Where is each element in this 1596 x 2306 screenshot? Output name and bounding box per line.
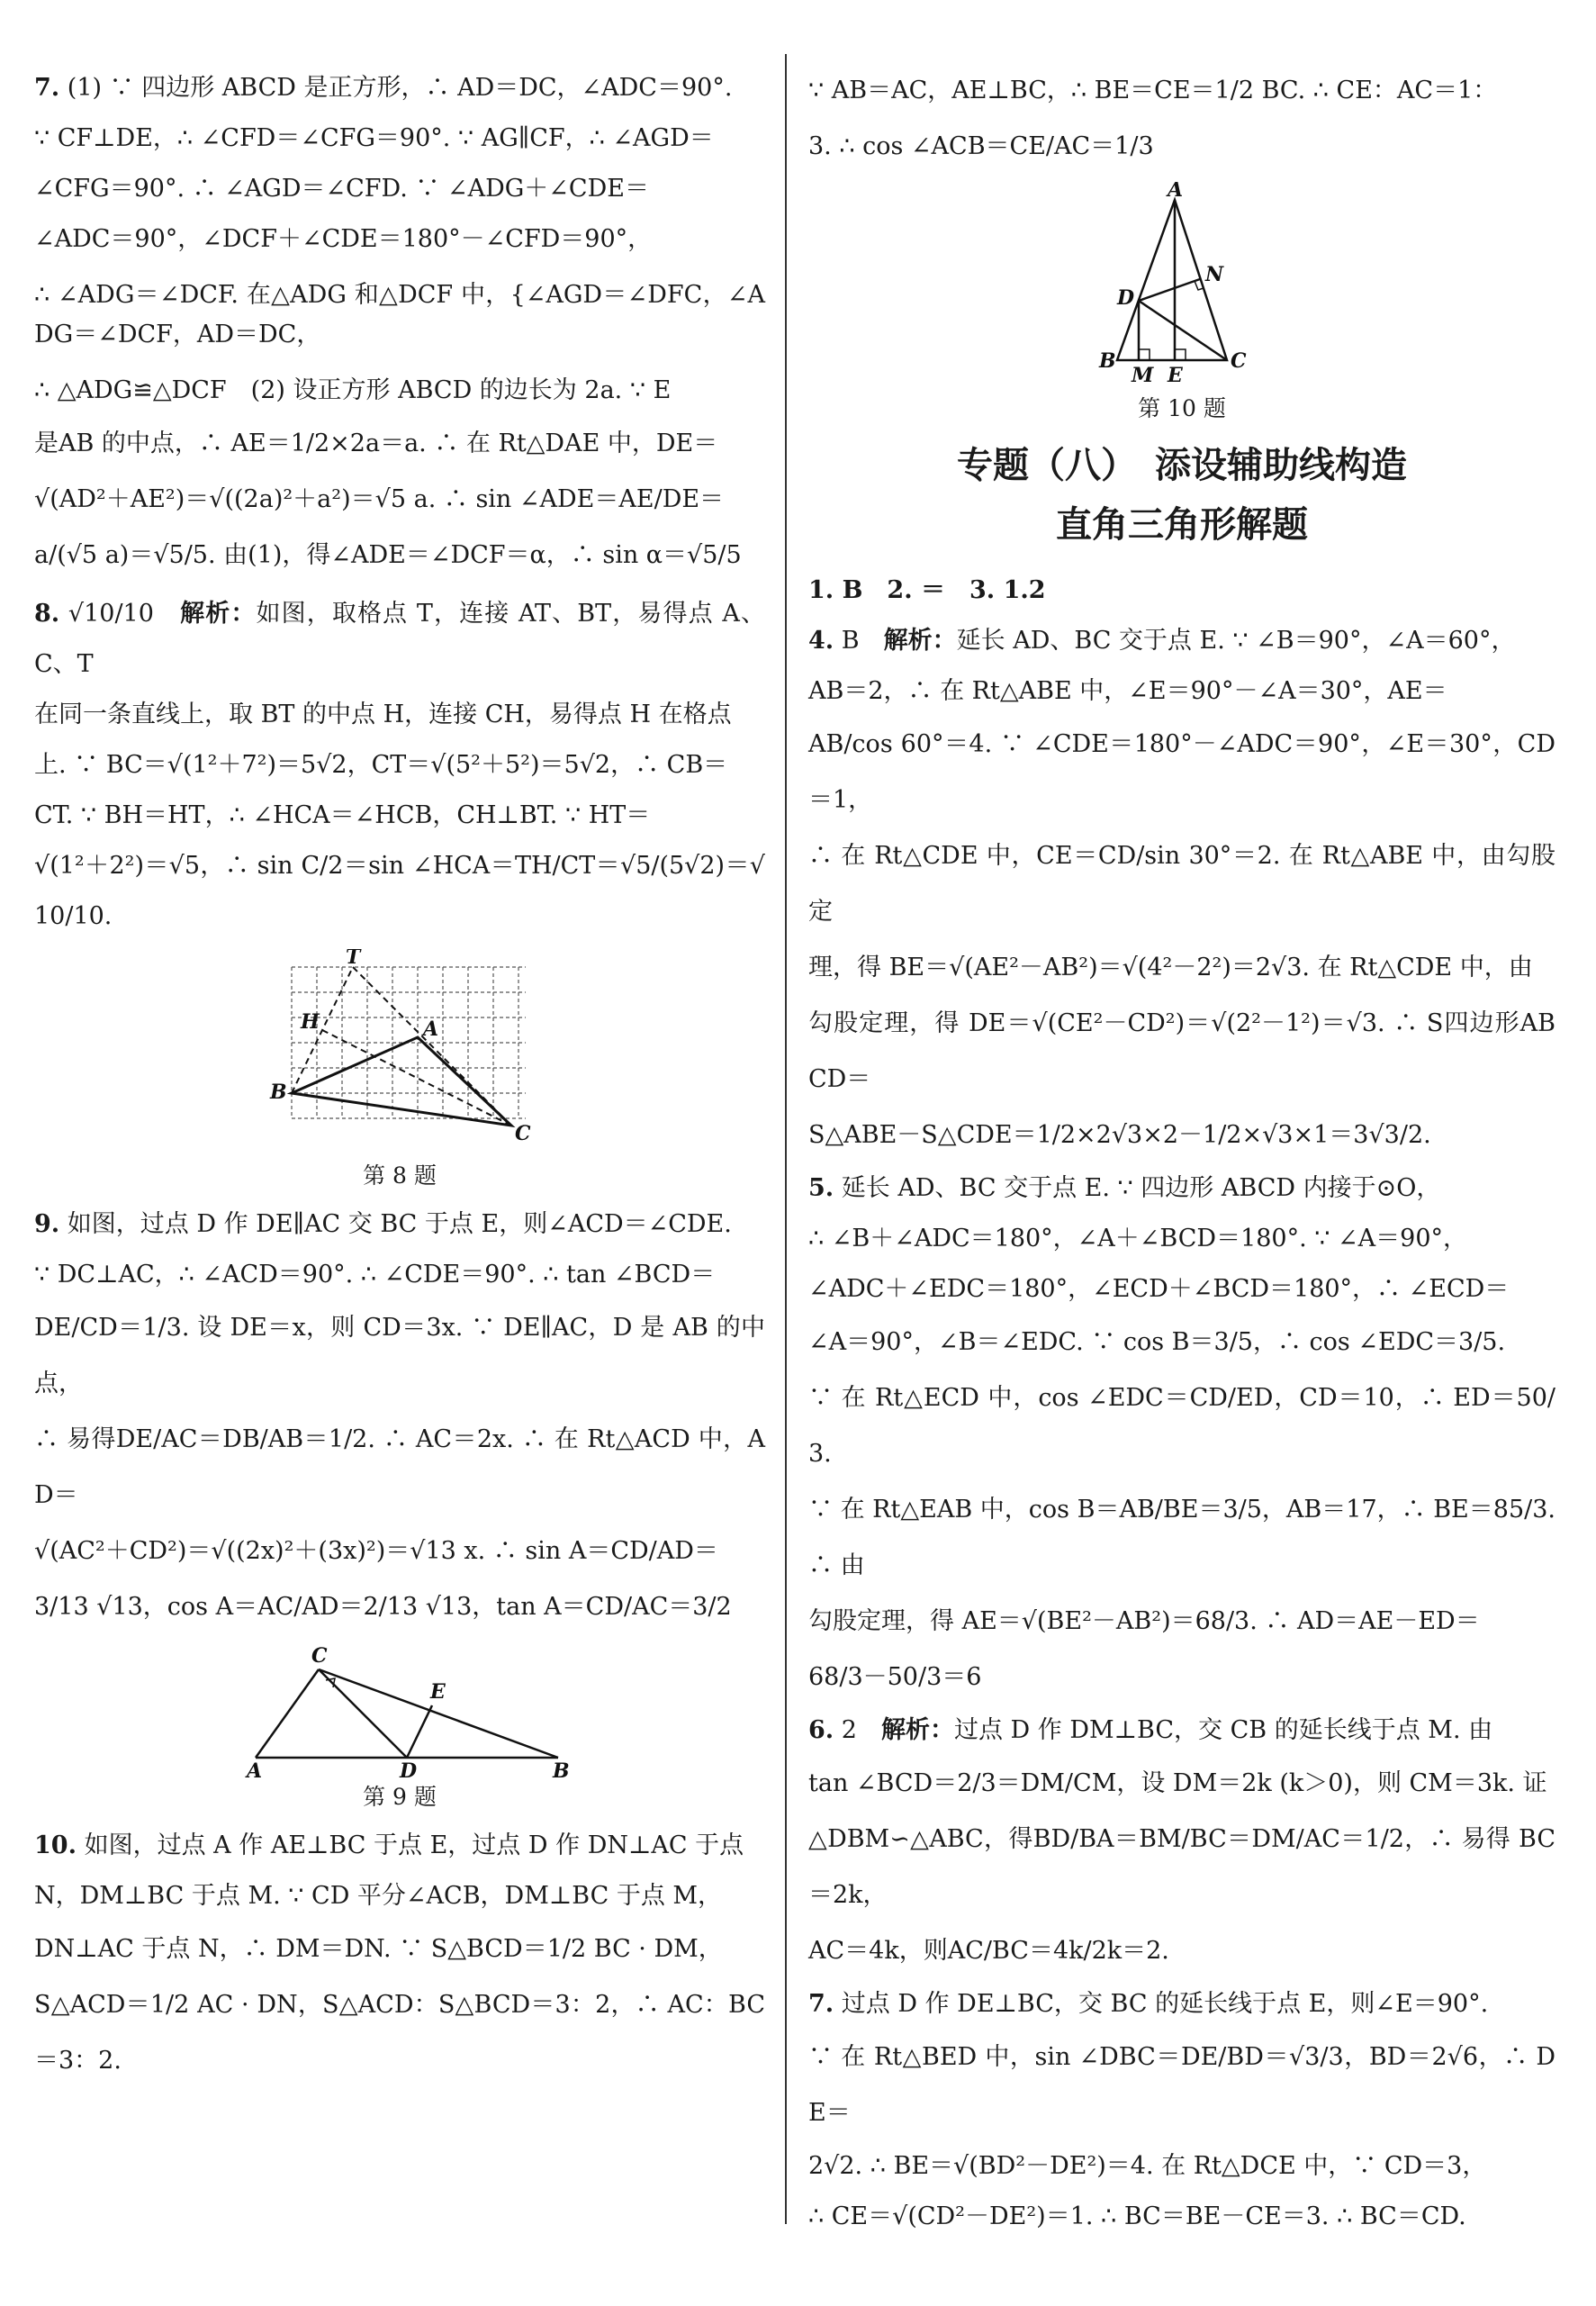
triangle-abc — [292, 1037, 511, 1126]
problem-number: 7. — [34, 74, 60, 102]
problem-10-line-1: 10. 如图，过点 A 作 AE⊥BC 于点 E，过点 D 作 DN⊥AC 于点 — [34, 1831, 744, 1859]
point-label: E — [430, 1680, 446, 1704]
problem-number: 5. — [808, 1174, 834, 1202]
problem-5-line-2: ∴ ∠B＋∠ADC＝180°，∠A＋∠BCD＝180°. ∵ ∠A＝90°， — [808, 1225, 1468, 1252]
section-title — [808, 436, 1555, 555]
point-label: E — [1168, 364, 1183, 387]
problem-9-line-1: 9. 如图，过点 D 作 DE∥AC 交 BC 于点 E，则∠ACD＝∠CDE. — [34, 1210, 732, 1238]
problem-5-line-3: ∠ADC＋∠EDC＝180°，∠ECD＋∠BCD＝180°，∴ ∠ECD＝ — [808, 1275, 1510, 1303]
problem-7-special — [808, 1979, 1555, 2242]
point-label: A — [247, 1759, 263, 1777]
problem-5-line-6: ∵ 在 Rt△EAB 中，cos B＝AB/BE＝3/5，AB＝17，∴ BE＝85/3. ∴ 由 — [808, 1496, 1555, 1579]
problem-10 — [34, 1821, 765, 2089]
answer: √10/10 — [68, 600, 154, 628]
analysis-label: 解析： — [880, 1716, 954, 1744]
problem-8-line-2: 在同一条直线上，取 BT 的中点 H，连接 CH，易得点 H 在格点 — [34, 701, 732, 728]
problem-9-line-4: ∴ 易得DE/AC＝DB/AB＝1/2. ∴ AC＝2x. ∴ 在 Rt△ACD 中，AD＝ — [34, 1425, 765, 1509]
problem-7-line-6: ∴ △ADG≌△DCF (2) 设正方形 ABCD 的边长为 2a. ∵ E — [34, 376, 672, 404]
problem-4-line-4: ∴ 在 Rt△CDE 中，CE＝CD/sin 30°＝2. 在 Rt△ABE 中，由勾股定 — [808, 842, 1555, 926]
point-label: B — [553, 1759, 570, 1777]
section-title-line-2: 直角三角形解题 — [1056, 504, 1308, 546]
figure-10-diagram — [1092, 182, 1272, 389]
point-label: B — [270, 1081, 287, 1104]
point-label: C — [311, 1644, 328, 1668]
problem-6-line-4: AC＝4k，则AC/BC＝4k/2k＝2. — [808, 1937, 1169, 1965]
problem-5-line-8: 68/3－50/3＝6 — [808, 1663, 982, 1691]
analysis-label: 解析： — [883, 627, 957, 655]
problem-7-line-3: ∠CFG＝90°. ∴ ∠AGD＝∠CFD. ∵ ∠ADG＋∠CDE＝ — [34, 175, 649, 203]
problem-7-line-1: 7. (1) ∵ 四边形 ABCD 是正方形，∴ AD＝DC，∠ADC＝90°. — [34, 74, 733, 102]
problem-6-line-2: tan ∠BCD＝2/3＝DM/CM，设 DM＝2k (k＞0)，则 CM＝3k. 证 — [808, 1769, 1547, 1797]
point-label: M — [1132, 364, 1154, 387]
problem-8-line-4: CT. ∵ BH＝HT，∴ ∠HCA＝∠HCB，CH⊥BT. ∵ HT＝ — [34, 801, 651, 829]
figure-8 — [34, 949, 765, 1190]
problem-5-line-7: 勾股定理，得 AE＝√(BE²－AB²)＝68/3. ∴ AD＝AE－ED＝ — [808, 1607, 1480, 1635]
problem-8 — [34, 589, 765, 1190]
problem-8-line-3: 上. ∵ BC＝√(1²＋7²)＝5√2，CT＝√(5²＋5²)＝5√2，∴ CB＝ — [34, 751, 728, 779]
problem-10-cont-line-2: 3. ∴ cos ∠ACB＝CE/AC＝1/3 — [808, 132, 1154, 160]
point-label: C — [1231, 349, 1247, 373]
problem-6-line-3: △DBM∽△ABC，得BD/BA＝BM/BC＝DM/AC＝1/2，∴ 易得 BC＝2k， — [808, 1825, 1555, 1909]
problem-7s-line-3: 2√2. ∴ BE＝√(BD²－DE²)＝4. 在 Rt△DCE 中，∵ CD＝3， — [808, 2152, 1487, 2180]
column-divider — [785, 54, 787, 2224]
problem-9-line-6: 3/13 √13，cos A＝AC/AD＝2/13 √13，tan A＝CD/AC＝3/2 — [34, 1593, 732, 1621]
problem-4-line-1: 4. B 解析：延长 AD、BC 交于点 E. ∵ ∠B＝90°，∠A＝60°， — [808, 627, 1516, 655]
problem-number: 7. — [808, 1990, 834, 2018]
figure-9 — [34, 1642, 765, 1812]
problem-7s-line-1: 7. 过点 D 作 DE⊥BC，交 BC 的延长线于点 E，则∠E＝90°. — [808, 1990, 1489, 2018]
figure-10-caption: 第 10 题 — [1138, 395, 1226, 421]
point-label: B — [1099, 349, 1116, 373]
problem-7s-line-2: ∵ 在 Rt△BED 中，sin ∠DBC＝DE/BD＝√3/3，BD＝2√6，∴ DE＝ — [808, 2043, 1555, 2127]
problem-10-line-3: DN⊥AC 于点 N，∴ DM＝DN. ∵ S△BCD＝1/2 BC · DM， — [34, 1935, 723, 1963]
problem-5-line-4: ∠A＝90°，∠B＝∠EDC. ∵ cos B＝3/5，∴ cos ∠EDC＝3/5. — [808, 1328, 1506, 1356]
point-label: N — [1205, 263, 1224, 286]
problem-9-line-2: ∵ DC⊥AC，∴ ∠ACD＝90°. ∴ ∠CDE＝90°. ∴ tan ∠BCD＝ — [34, 1261, 716, 1289]
problem-7-line-2: ∵ CF⊥DE，∴ ∠CFD＝∠CFG＝90°. ∵ AG∥CF，∴ ∠AGD＝ — [34, 124, 714, 152]
auxiliary-lines — [292, 967, 511, 1126]
figure-9-lines — [256, 1669, 558, 1758]
right-column — [808, 63, 1555, 2242]
problem-number: 9. — [34, 1210, 60, 1238]
point-label: T — [346, 949, 361, 969]
problem-7-line-4: ∠ADC＝90°，∠DCF＋∠CDE＝180°－∠CFD＝90°， — [34, 225, 653, 253]
problem-10-line-4: S△ACD＝1/2 AC · DN，S△ACD：S△BCD＝3：2，∴ AC：BC＝3：2. — [34, 1991, 765, 2075]
point-label: H — [301, 1010, 320, 1034]
problem-8-line-1: 8. √10/10 解析：如图，取格点 T，连接 AT、BT，易得点 A、C、T — [34, 600, 766, 678]
problem-7-line-5: ∴ ∠ADG＝∠DCF. 在△ADG 和△DCF 中，{∠AGD＝∠DFC，∠ADG＝∠DCF，AD＝DC， — [34, 281, 765, 348]
point-label: A — [1168, 182, 1184, 202]
problem-7-line-8: √(AD²＋AE²)＝√((2a)²＋a²)＝√5 a. ∴ sin ∠ADE＝AE/DE＝ — [34, 485, 725, 513]
problem-5-line-5: ∵ 在 Rt△ECD 中，cos ∠EDC＝CD/ED，CD＝10，∴ ED＝50/3. — [808, 1384, 1555, 1468]
point-label: A — [423, 1017, 439, 1041]
figure-10 — [808, 182, 1555, 423]
figure-10-labels — [1098, 182, 1247, 387]
figure-8-caption: 第 8 题 — [363, 1162, 437, 1189]
figure-9-caption: 第 9 题 — [363, 1784, 437, 1810]
problem-4 — [808, 616, 1555, 1163]
analysis-label: 解析： — [180, 600, 257, 628]
problem-7s-line-4: ∴ CE＝√(CD²－DE²)＝1. ∴ BC＝BE－CE＝3. ∴ BC＝CD. — [808, 2202, 1466, 2230]
problem-5-line-1: 5. 延长 AD、BC 交于点 E. ∵ 四边形 ABCD 内接于⊙O， — [808, 1174, 1441, 1202]
point-label: D — [400, 1759, 418, 1777]
point-label: C — [515, 1122, 531, 1145]
problem-7-line-7: 是AB 的中点，∴ AE＝1/2×2a＝a. ∴ 在 Rt△DAE 中，DE＝ — [34, 430, 718, 457]
problem-number: 8. — [34, 600, 60, 628]
problem-8-line-5: √(1²＋2²)＝√5，∴ sin C/2＝sin ∠HCA＝TH/CT＝√5/(5√2)＝√10/10. — [34, 852, 765, 930]
problem-7 — [34, 63, 765, 583]
problem-7-line-9: a/(√5 a)＝√5/5. 由(1)，得∠ADE＝∠DCF＝α，∴ sin α＝√5/5 — [34, 541, 742, 569]
problem-6-line-1: 6. 2 解析：过点 D 作 DM⊥BC，交 CB 的延长线于点 M. 由 — [808, 1716, 1493, 1744]
problem-10-line-2: N，DM⊥BC 于点 M. ∵ CD 平分∠ACB，DM⊥BC 于点 M， — [34, 1882, 723, 1910]
point-label: D — [1117, 286, 1135, 310]
problem-4-line-5: 理，得 BE＝√(AE²－AB²)＝√(4²－2²)＝2√3. 在 Rt△CDE 中，由 — [808, 954, 1533, 981]
answer: 2 — [841, 1716, 857, 1744]
problem-9-line-3: DE/CD＝1/3. 设 DE＝x，则 CD＝3x. ∵ DE∥AC，D 是 AB 的中点， — [34, 1314, 765, 1397]
figure-8-diagram — [256, 949, 544, 1156]
problem-10-continued — [808, 63, 1555, 175]
left-column — [34, 63, 765, 2089]
answers-1-3: 1. B 2. ＝ 3. 1.2 — [808, 576, 1046, 604]
problem-6 — [808, 1705, 1555, 1979]
problem-9 — [34, 1199, 765, 1812]
problem-number: 10. — [34, 1831, 77, 1859]
problem-5 — [808, 1163, 1555, 1705]
problem-4-line-2: AB＝2，∴ 在 Rt△ABE 中，∠E＝90°－∠A＝30°，AE＝ — [808, 677, 1447, 705]
problem-10-cont-line-1: ∵ AB＝AC，AE⊥BC，∴ BE＝CE＝1/2 BC. ∴ CE：AC＝1： — [808, 77, 1498, 104]
figure-8-labels — [269, 949, 531, 1145]
problem-4-line-3: AB/cos 60°＝4. ∵ ∠CDE＝180°－∠ADC＝90°，∠E＝30°，CD＝1， — [808, 730, 1555, 814]
problem-number: 4. — [808, 627, 834, 655]
problem-9-line-5: √(AC²＋CD²)＝√((2x)²＋(3x)²)＝√13 x. ∴ sin A＝CD/AD＝ — [34, 1537, 718, 1565]
problem-4-line-7: S△ABE－S△CDE＝1/2×2√3×2－1/2×√3×1＝3√3/2. — [808, 1121, 1431, 1149]
figure-9-diagram — [211, 1642, 589, 1777]
problem-4-line-6: 勾股定理，得 DE＝√(CE²－CD²)＝√(2²－1²)＝√3. ∴ S四边形ABCD＝ — [808, 1009, 1555, 1093]
section-title-line-1: 专题（八） 添设辅助线构造 — [957, 445, 1407, 486]
answer: B — [841, 627, 860, 655]
problem-number: 6. — [808, 1716, 834, 1744]
